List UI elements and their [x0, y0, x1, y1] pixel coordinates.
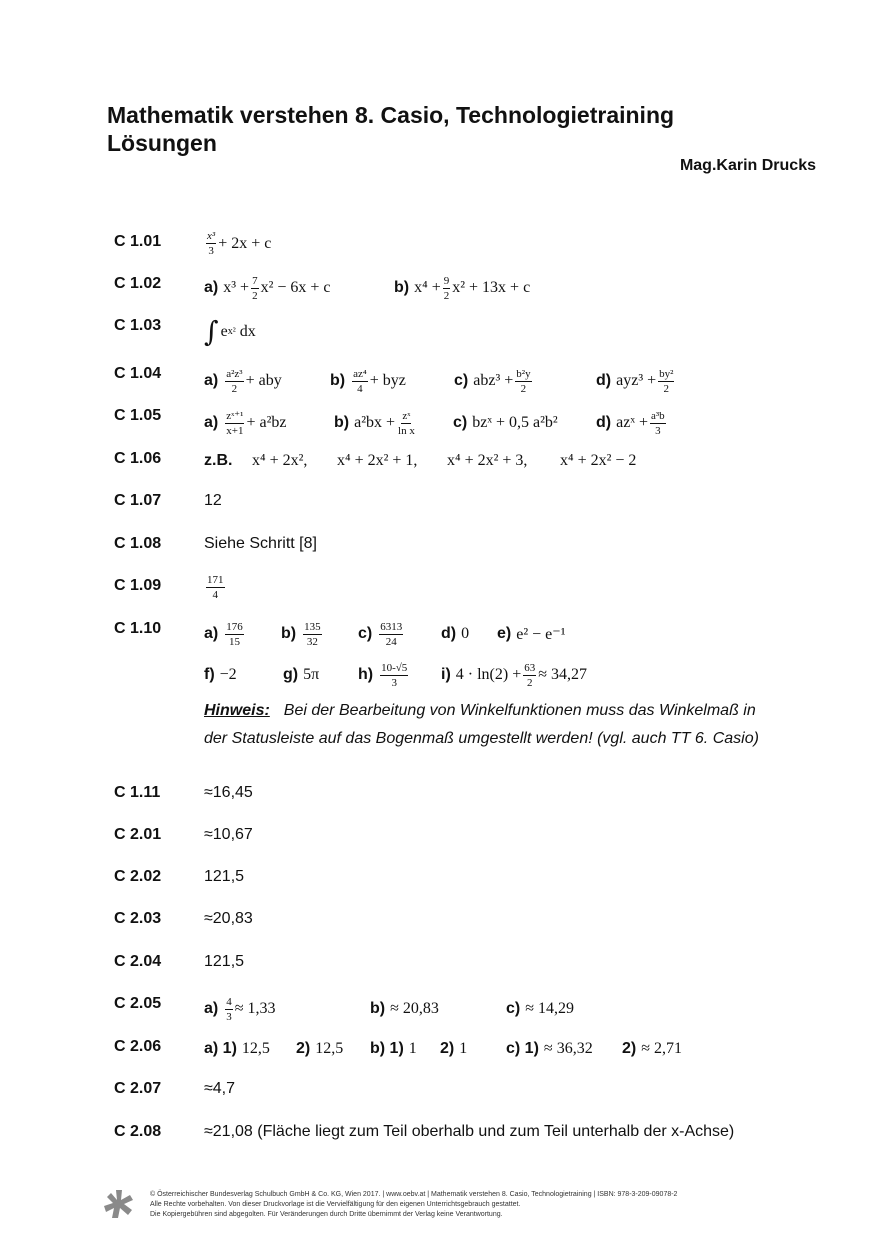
answer-c107: 12 [204, 492, 222, 509]
task-label: C 1.05 [114, 407, 162, 424]
title-line-2: Lösungen [107, 130, 217, 156]
integral-sign: ∫ [204, 315, 219, 348]
answer-c206: a) 1) 12,5 2) 12,5 b) 1) 1 2) 1 c) 1) ≈ 36,32 2) ≈ 2,71 [204, 1040, 683, 1057]
task-label: C 2.02 [114, 868, 162, 885]
answer-c202: 121,5 [204, 868, 245, 885]
hint-note: Hinweis: Bei der Bearbeitung von Winkelfunktionen muss das Winkelmaß in der Statusleiste auf das Bogenmaß umgestellt werden! (vgl. auch TT 6. Casio) [204, 702, 759, 747]
answer-c109: $\frac{171}{4}$ [207, 574, 224, 601]
task-label: C 2.07 [114, 1080, 162, 1097]
page-title [107, 101, 674, 157]
task-label: C 1.09 [114, 577, 162, 594]
oebv-star-logo-icon [104, 1189, 134, 1219]
answer-c203: ≈20,83 [204, 910, 253, 927]
answer-c208: ≈21,08 (Fläche liegt zum Teil oberhalb und zum Teil unterhalb der x-Achse) [204, 1123, 735, 1140]
answer-c108: Siehe Schritt [8] [204, 535, 317, 552]
task-label: C 2.04 [114, 953, 162, 970]
task-label: C 1.03 [114, 317, 162, 334]
task-label: C 2.08 [114, 1123, 162, 1140]
answer-c104: a) $\frac{\text{a²z³}}{2}$ + aby b) $\frac{\text{az⁴}}{4}$ + byz c) abz³ + $\frac{\text{b²y}}{2}$ d) ayz³ + $\frac{\text{by²}}{2}$ [204, 367, 674, 395]
footer: © Österreichischer Bundesverlag Schulbuch GmbH & Co. KG, Wien 2017. | www.oebv.at | Mathematik verstehen 8. Casio, Technologietraining | ISBN: 978-3-209-09078-2 Alle Rechte vorbehalten. Von dieser Druckvorlage ist die Vervielfältigung für den eigenen Unterrichtsgebrauch gestattet. Die Kopiergebühren sind abgegolten. Für Veränderungen durch Dritte übernimmt der Verlag keine Verantwortung. [150, 1191, 678, 1218]
task-label: C 1.07 [114, 492, 162, 509]
task-label: C 1.11 [114, 784, 161, 801]
task-label: C 1.08 [114, 535, 162, 552]
task-label: C 2.06 [114, 1038, 162, 1055]
answer-c106: z.B. x⁴ + 2x², x⁴ + 2x² + 1, x⁴ + 2x² + 3, x⁴ + 2x² − 2 [204, 452, 637, 469]
answer-c101: $\frac{\text{x³}}{3}$ + 2x + c [207, 230, 272, 257]
answer-c105: a) $\frac{\text{zˣ⁺¹}}{x+1}$ + a²bz b) a²bx + $\frac{\text{zˣ}}{\text{ln x}}$ c) bzˣ + 0,5 a²b² d) azˣ + $\frac{\text{a³b}}{3}$ [204, 409, 665, 437]
answer-c110-line1: a) $\frac{176}{15}$ b) $\frac{135}{32}$ c) $\frac{6313}{24}$ d) 0 e) e² − e⁻¹ [204, 620, 566, 648]
task-label: C 2.01 [114, 826, 162, 843]
task-label: C 2.03 [114, 910, 162, 927]
answer-c207: ≈4,7 [204, 1080, 236, 1097]
task-label: C 1.04 [114, 365, 162, 382]
answer-c110-line2: f) −2 g) 5π h) $\frac{10-√5}{3}$ i) 4 · ln(2) + $\frac{63}{2}$ ≈ 34,27 [204, 661, 588, 689]
answer-c103: ∫ e x² dx [204, 315, 256, 348]
answer-c111: ≈16,45 [204, 784, 253, 801]
title-line-1: Mathematik verstehen 8. Casio, Technologietraining [107, 102, 675, 128]
answer-c201: ≈10,67 [204, 826, 253, 843]
hint-label: Hinweis: [204, 702, 270, 719]
task-label: C 1.06 [114, 450, 162, 467]
author: Mag.Karin Drucks [679, 157, 816, 174]
task-label: C 1.10 [114, 620, 162, 637]
task-label: C 1.01 [114, 233, 162, 250]
answer-c205: a) $\frac{4}{3}$ ≈ 1,33 b) ≈ 20,83 c) ≈ 14,29 [204, 995, 575, 1023]
answer-c102: a) x³ + $\frac{7}{2}$ x² − 6x + c b) x⁴ + $\frac{9}{2}$ x² + 13x + c [204, 274, 531, 302]
task-label: C 1.02 [114, 275, 162, 292]
answer-c204: 121,5 [204, 953, 245, 970]
task-label: C 2.05 [114, 995, 162, 1012]
